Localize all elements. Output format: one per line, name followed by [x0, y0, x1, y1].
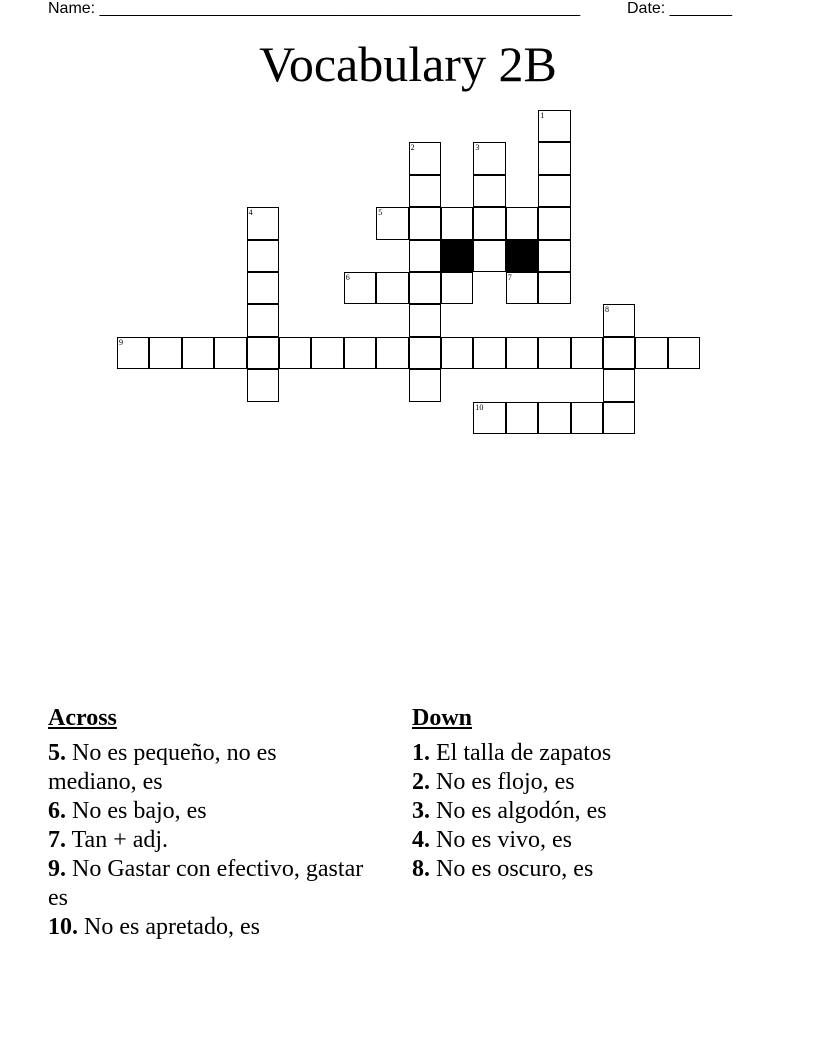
crossword-cell[interactable] — [538, 207, 570, 239]
clue-across-5 — [48, 739, 368, 797]
crossword-cell[interactable] — [376, 207, 408, 239]
across-clues — [48, 704, 368, 942]
blocked-cell — [506, 240, 538, 272]
cell-number: 6 — [345, 273, 350, 282]
clue-number: 6. — [48, 798, 66, 824]
clue-text: No es bajo, es — [66, 798, 207, 824]
date-field-label[interactable]: Date: _______ — [627, 0, 732, 17]
cell-number: 7 — [507, 273, 512, 282]
crossword-cell[interactable] — [473, 175, 505, 207]
crossword-cell[interactable] — [538, 142, 570, 174]
crossword-cell[interactable] — [409, 240, 441, 272]
crossword-cell[interactable] — [635, 337, 667, 369]
clue-text: No es oscuro, es — [430, 856, 594, 882]
cell-number: 2 — [410, 143, 415, 153]
crossword-cell[interactable] — [247, 337, 279, 369]
crossword-cell[interactable] — [506, 402, 538, 434]
clue-number: 2. — [412, 769, 430, 795]
crossword-cell[interactable] — [668, 337, 700, 369]
crossword-cell[interactable] — [182, 337, 214, 369]
page-title: Vocabulary 2B — [259, 36, 557, 92]
crossword-cell[interactable] — [409, 207, 441, 239]
clue-across-10 — [48, 913, 368, 942]
crossword-cell[interactable] — [473, 240, 505, 272]
crossword-cell[interactable] — [409, 175, 441, 207]
crossword-cell[interactable] — [473, 207, 505, 239]
across-heading: Across — [48, 705, 117, 731]
clue-text: Tan + adj. — [66, 827, 169, 853]
crossword-cell[interactable] — [473, 142, 505, 174]
crossword-cell[interactable] — [247, 304, 279, 336]
crossword-cell[interactable] — [279, 337, 311, 369]
crossword-cell[interactable] — [441, 272, 473, 304]
clue-down-1 — [412, 739, 732, 768]
crossword-cell[interactable] — [538, 175, 570, 207]
crossword-cell[interactable] — [538, 110, 570, 142]
clue-number: 9. — [48, 856, 66, 882]
crossword-cell[interactable] — [311, 337, 343, 369]
crossword-cell[interactable] — [376, 272, 408, 304]
crossword-cell[interactable] — [603, 304, 635, 336]
crossword-cell[interactable] — [344, 337, 376, 369]
clue-number: 4. — [412, 827, 430, 853]
crossword-cell[interactable] — [247, 272, 279, 304]
crossword-cell[interactable] — [409, 337, 441, 369]
cell-number: 9 — [119, 337, 123, 347]
cell-number: 5 — [378, 208, 383, 218]
crossword-cell[interactable] — [247, 369, 279, 401]
crossword-cell[interactable] — [441, 207, 473, 239]
blocked-cell — [441, 240, 473, 272]
crossword-cell[interactable] — [571, 402, 603, 434]
clue-text: No es algodón, es — [430, 798, 607, 824]
crossword-cell[interactable] — [538, 272, 570, 304]
clue-number: 5. — [48, 740, 66, 766]
clue-text: El talla de zapatos — [430, 740, 612, 766]
crossword-cell[interactable] — [506, 272, 538, 304]
name-field-label[interactable]: Name: ______________________________________________________ — [48, 0, 581, 17]
crossword-cell[interactable] — [344, 272, 376, 304]
crossword-cell[interactable] — [247, 240, 279, 272]
crossword-cell[interactable] — [247, 207, 279, 239]
clue-number: 7. — [48, 827, 66, 853]
crossword-cell[interactable] — [409, 142, 441, 174]
clue-text: No es pequeño, no es mediano, es — [48, 740, 277, 795]
clue-number: 10. — [48, 914, 78, 940]
clue-down-2 — [412, 768, 732, 797]
clue-down-4 — [412, 826, 732, 855]
crossword-cell[interactable] — [603, 369, 635, 401]
clue-down-3 — [412, 797, 732, 826]
cell-number: 1 — [540, 111, 545, 120]
clue-number: 8. — [412, 856, 430, 882]
crossword-cell[interactable] — [473, 402, 505, 434]
crossword-cell[interactable] — [571, 337, 603, 369]
down-heading: Down — [412, 705, 473, 731]
cell-number: 8 — [605, 305, 609, 315]
clue-text: No es flojo, es — [430, 769, 575, 795]
crossword-cell[interactable] — [376, 337, 408, 369]
cell-number: 10 — [475, 402, 484, 412]
clue-text: No Gastar con efectivo, gastar es — [48, 856, 364, 911]
crossword-cell[interactable] — [506, 207, 538, 239]
clue-text: No es vivo, es — [430, 827, 572, 853]
clue-number: 1. — [412, 740, 430, 766]
clue-across-9 — [48, 855, 368, 913]
crossword-cell[interactable] — [409, 304, 441, 336]
crossword-cell[interactable] — [538, 240, 570, 272]
clue-down-8 — [412, 855, 732, 884]
crossword-cell[interactable] — [603, 402, 635, 434]
down-clues — [412, 704, 732, 884]
cell-number: 4 — [248, 208, 253, 218]
crossword-cell[interactable] — [409, 272, 441, 304]
crossword-cell[interactable] — [117, 337, 149, 369]
crossword-cell[interactable] — [538, 402, 570, 434]
crossword-cell[interactable] — [214, 337, 246, 369]
clue-across-7 — [48, 826, 368, 855]
crossword-cell[interactable] — [506, 337, 538, 369]
crossword-cell[interactable] — [538, 337, 570, 369]
clue-text: No es apretado, es — [78, 914, 260, 940]
crossword-cell[interactable] — [409, 369, 441, 401]
crossword-cell[interactable] — [603, 337, 635, 369]
cell-number: 3 — [475, 143, 480, 153]
crossword-cell[interactable] — [149, 337, 181, 369]
crossword-grid — [0, 0, 816, 450]
crossword-cell[interactable] — [441, 337, 473, 369]
clue-across-6 — [48, 797, 368, 826]
clue-number: 3. — [412, 798, 430, 824]
crossword-cell[interactable] — [473, 337, 505, 369]
